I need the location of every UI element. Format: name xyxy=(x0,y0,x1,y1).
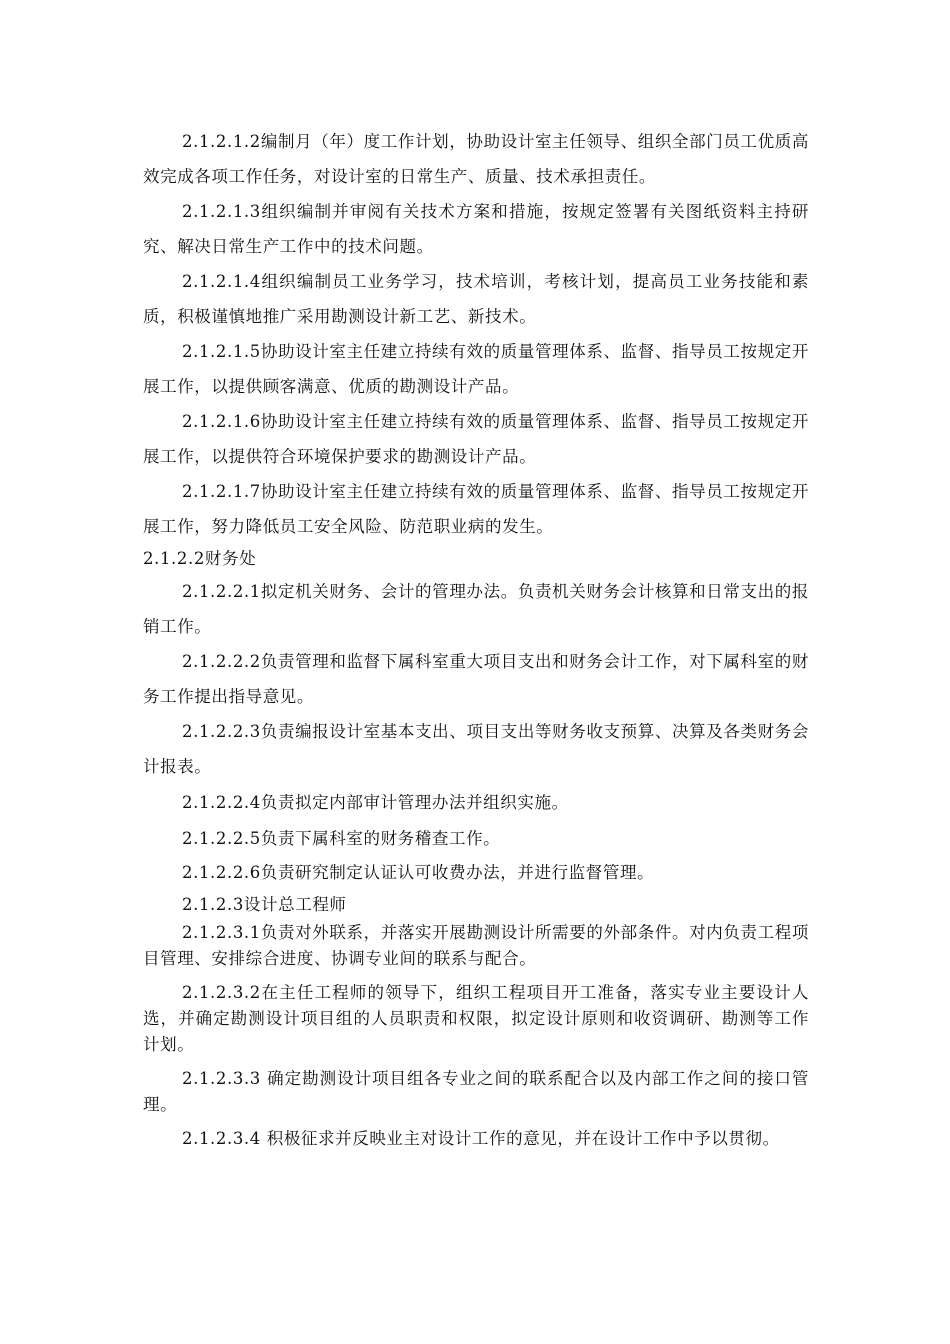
paragraph-2-1-2-3-3: 2.1.2.3.3 确定勘测设计项目组各专业之间的联系配合以及内部工作之间的接口管理。 xyxy=(143,1069,809,1114)
section-heading-finance: 2.1.2.2财务处 xyxy=(143,549,257,568)
paragraph-2-1-2-1-5: 2.1.2.1.5协助设计室主任建立持续有效的质量管理体系、监督、指导员工按规定开展工作，以提供顾客满意、优质的勘测设计产品。 xyxy=(143,342,809,396)
document-body xyxy=(143,124,809,1160)
paragraph-2-1-2-2-5: 2.1.2.2.5负责下属科室的财务稽查工作。 xyxy=(182,829,501,848)
paragraph-2-1-2-1-3: 2.1.2.1.3组织编制并审阅有关技术方案和措施，按规定签署有关图纸资料主持研究、解决日常生产工作中的技术问题。 xyxy=(143,202,809,256)
paragraph-2-1-2-2-1: 2.1.2.2.1拟定机关财务、会计的管理办法。负责机关财务会计核算和日常支出的报销工作。 xyxy=(143,582,809,636)
paragraph-2-1-2-1-7: 2.1.2.1.7协助设计室主任建立持续有效的质量管理体系、监督、指导员工按规定开展工作，努力降低员工安全风险、防范职业病的发生。 xyxy=(143,482,809,536)
paragraph-2-1-2-2-6: 2.1.2.2.6负责研究制定认证认可收费办法，并进行监督管理。 xyxy=(182,863,655,882)
paragraph-2-1-2-3-2: 2.1.2.3.2在主任工程师的领导下，组织工程项目开工准备，落实专业主要设计人选，并确定勘测设计项目组的人员职责和权限，拟定设计原则和收资调研、勘测等工作计划。 xyxy=(143,983,809,1054)
paragraph-2-1-2-2-4: 2.1.2.2.4负责拟定内部审计管理办法并组织实施。 xyxy=(182,793,569,812)
paragraph-2-1-2-1-4: 2.1.2.1.4组织编制员工业务学习，技术培训，考核计划，提高员工业务技能和素质，积极谨慎地推广采用勘测设计新工艺、新技术。 xyxy=(143,272,809,326)
paragraph-2-1-2-3-4: 2.1.2.3.4 积极征求并反映业主对设计工作的意见，并在设计工作中予以贯彻。 xyxy=(182,1129,780,1148)
section-heading-chief-engineer: 2.1.2.3设计总工程师 xyxy=(182,895,347,914)
paragraph-2-1-2-2-3: 2.1.2.2.3负责编报设计室基本支出、项目支出等财务收支预算、决算及各类财务会计报表。 xyxy=(143,722,809,776)
paragraph-2-1-2-3-1: 2.1.2.3.1负责对外联系，并落实开展勘测设计所需要的外部条件。对内负责工程项目管理、安排综合进度、协调专业间的联系与配合。 xyxy=(143,923,809,968)
paragraph-2-1-2-2-2: 2.1.2.2.2负责管理和监督下属科室重大项目支出和财务会计工作，对下属科室的财务工作提出指导意见。 xyxy=(143,652,809,706)
paragraph-2-1-2-1-2: 2.1.2.1.2编制月（年）度工作计划，协助设计室主任领导、组织全部门员工优质高效完成各项工作任务，对设计室的日常生产、质量、技术承担责任。 xyxy=(143,132,809,186)
paragraph-2-1-2-1-6: 2.1.2.1.6协助设计室主任建立持续有效的质量管理体系、监督、指导员工按规定开展工作，以提供符合环境保护要求的勘测设计产品。 xyxy=(143,412,809,466)
